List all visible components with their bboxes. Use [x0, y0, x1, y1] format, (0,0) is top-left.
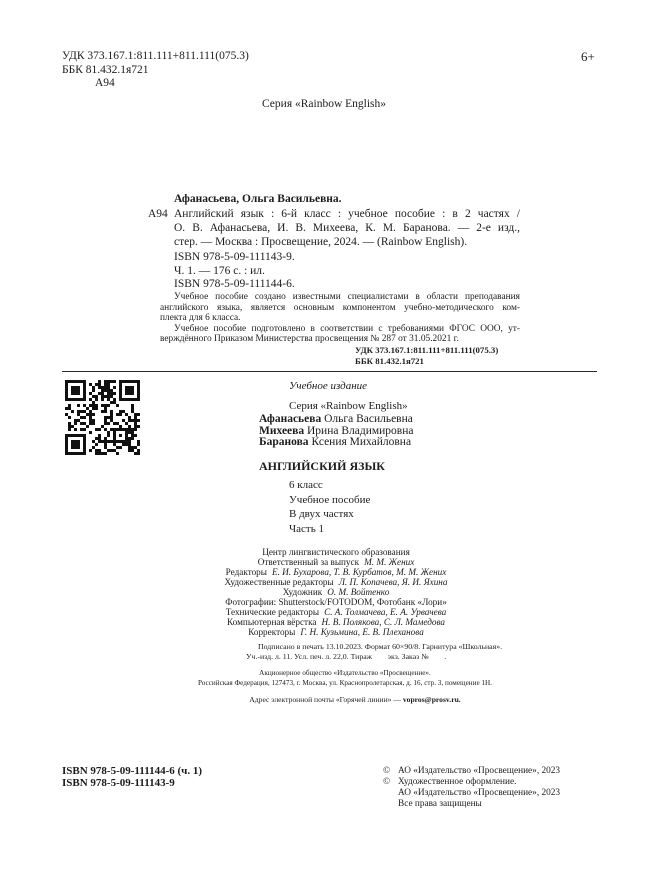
copyright-spacer [383, 799, 398, 810]
isbn-part: ISBN 978-5-09-111144-6. [174, 278, 295, 290]
udk-code: УДК 373.167.1:811.111+811.111(075.3) [355, 345, 499, 355]
copyright-icon: © [383, 776, 391, 787]
author-surname: Михеева [259, 424, 305, 437]
credit-names: Г. Н. Кузьмина, Е. В. Плеханова [300, 627, 424, 637]
credit-role: Компьютерная вёрстка [227, 617, 317, 627]
footer-isbn-part: ISBN 978-5-09-111144-6 (ч. 1) [62, 765, 203, 777]
udk-code: УДК 373.167.1:811.111+811.111(075.3) [62, 50, 249, 62]
credit-role: Художник [282, 587, 323, 597]
book-meta [289, 478, 370, 536]
copyright-line [383, 788, 560, 799]
credit-line [166, 617, 506, 627]
credit-role: Технические редакторы [225, 607, 320, 617]
edition-series: Серия «Rainbow English» [289, 400, 408, 412]
author-surname: Баранова [259, 436, 309, 449]
book-title: АНГЛИЙСКИЙ ЯЗЫК [259, 459, 385, 473]
credit-role: Редакторы [225, 567, 267, 577]
credit-role: Художественные редакторы [224, 577, 334, 587]
annotation-line: плекта для 6 класса. [160, 313, 241, 323]
age-rating: 6+ [581, 49, 595, 64]
copyright-text: Художественное оформление. [398, 776, 517, 787]
credit-line [166, 577, 506, 587]
publisher-info [175, 668, 515, 688]
copyright-text: АО «Издательство «Просвещение», 2023 [398, 765, 561, 776]
annotation-line: верждённого Приказом Министерства просвещения № 287 от 31.05.2021 г. [160, 334, 459, 344]
copyright-icon: © [383, 765, 391, 776]
copyright-block [383, 766, 560, 810]
catalog-codes [355, 345, 498, 367]
print-details [246, 642, 502, 662]
edition-type: Учебное издание [289, 380, 368, 392]
footer-isbn [62, 765, 202, 789]
credit-line [166, 567, 506, 577]
description-line: О. В. Афанасьева, И. В. Михеева, К. М. Баранова. — 2-е изд., [174, 222, 520, 234]
isbn-set: ISBN 978-5-09-111143-9. [174, 251, 295, 263]
hotline-email: vopros@prosv.ru. [402, 695, 461, 704]
author-surname: Афанасьева [259, 413, 322, 425]
catalog-author-heading: Афанасьева, Ольга Васильевна. [174, 193, 342, 205]
footer-isbn-set: ISBN 978-5-09-111143-9 [62, 777, 175, 789]
credit-role: Корректоры [248, 627, 296, 637]
credit-names: Е. И. Бухарова, Т. В. Курбатов, М. М. Жених [271, 567, 447, 577]
authors-list [259, 414, 413, 449]
publisher-name: Акционерное общество «Издательство «Просвещение». [259, 669, 431, 677]
bbk-code: ББК 81.432.1я721 [62, 63, 149, 76]
credit-line [166, 607, 506, 617]
hotline [230, 695, 480, 705]
credit-line [166, 587, 506, 597]
part-number: Часть 1 [289, 522, 324, 535]
author-line [259, 437, 413, 449]
annotation-line: английского языка, является основным компонентом учебно-методического ком- [160, 302, 520, 313]
author-mark: А94 [95, 77, 115, 89]
hotline-label: Адрес электронной почты «Горячей линии» — [249, 695, 401, 704]
credit-names: Л. П. Копачева, Я. И. Яхина [338, 577, 448, 587]
credits [166, 547, 506, 637]
catalog-isbn-block [174, 251, 295, 292]
catalog-author-mark: А94 [148, 208, 168, 220]
annotation-line: Учебное пособие подготовлено в соответствии с требованиями ФГОС ООО, ут- [174, 323, 520, 334]
part-extent: Ч. 1. — 176 с. : ил. [174, 264, 265, 277]
parts-total: В двух частях [289, 508, 354, 521]
description-line: стер. — Москва : Просвещение, 2024. — (Rainbow English). [174, 236, 468, 248]
catalog-description [174, 207, 520, 249]
bbk-code: ББК 81.432.1я721 [355, 356, 424, 366]
description-line: Английский язык : 6-й класс : учебное пособие : в 2 частях / [174, 208, 520, 220]
credit-names: С. А. Толмачева, Е. А. Урвачева [324, 607, 447, 617]
copyright-line [383, 799, 560, 810]
credit-names: О. М. Войтенко [327, 587, 390, 597]
catalog-annotation [160, 292, 520, 345]
copyright-spacer [383, 788, 398, 799]
copyright-text: Все права защищены [398, 798, 482, 809]
grade: 6 класс [289, 479, 323, 491]
classification-codes [62, 50, 249, 91]
author-given-names: Ксения Михайловна [311, 436, 412, 449]
credit-names: Н. В. Полякова, С. Л. Мамедова [321, 617, 445, 627]
publisher-address: Российская Федерация, 127473, г. Москва, ул. Краснопролетарская, д. 16, стр. 3, помещение 1Н. [197, 679, 493, 687]
author-given-names: Ольга Васильевна [324, 413, 413, 425]
qr-code [65, 380, 140, 455]
signed-for-print: Подписано в печать 13.10.2023. Формат 60×90/8. Гарнитура «Школьная». [258, 642, 503, 651]
credit-photos: Фотографии: Shutterstock/FOTODOM, Фотобанк «Лори» [225, 597, 447, 607]
copyright-text: АО «Издательство «Просвещение», 2023 [398, 787, 561, 798]
divider-rule [62, 371, 597, 372]
copyright-line [383, 766, 560, 777]
print-sheets: Уч.-изд. л. 11. Усл. печ. л. 22,0. Тираж экз. Заказ № . [246, 652, 447, 661]
series-title: Серия «Rainbow English» [262, 98, 387, 110]
credit-role: Ответственный за выпуск [257, 557, 360, 567]
credit-names: М. М. Жених [364, 557, 415, 567]
credit-line [166, 627, 506, 637]
book-type: Учебное пособие [289, 493, 371, 506]
credit-line [166, 557, 506, 567]
author-given-names: Ирина Владимировна [307, 424, 414, 437]
copyright-line [383, 777, 560, 788]
credit-department: Центр лингвистического образования [262, 547, 410, 557]
annotation-line: Учебное пособие создано известными специалистами в области преподавания [174, 292, 520, 302]
